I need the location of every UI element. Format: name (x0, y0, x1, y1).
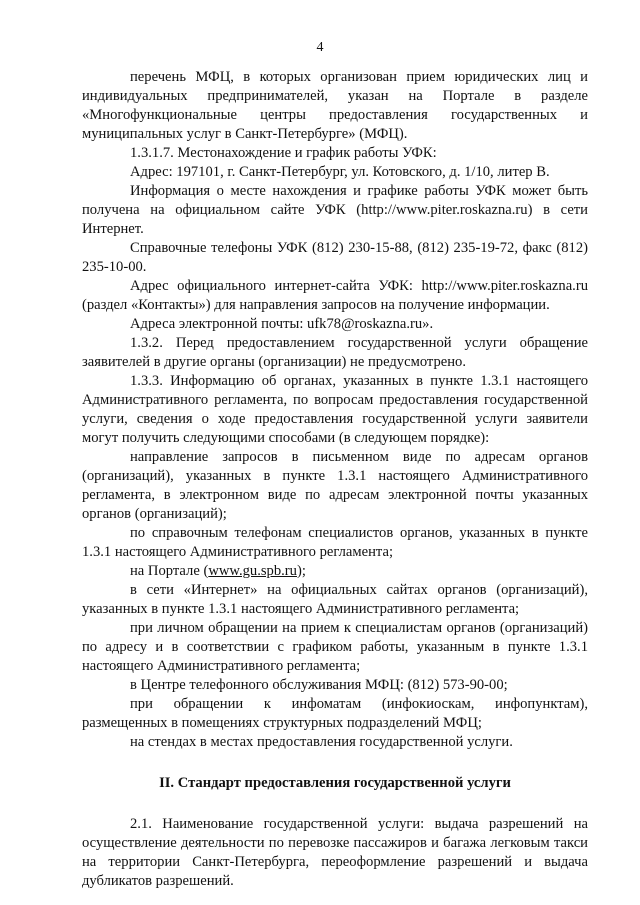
paragraph-stands: на стендах в местах предоставления государственной услуги. (130, 734, 513, 750)
paragraph-2-1: 2.1. Наименование государственной услуги: выдача разрешений на осуществление деятельности по перевозке пассажиров и багажа легковым такси на территории Санкт-Петербурга, переоформление разрешений и выдача дубликатов разрешений. (82, 816, 588, 889)
portal-link[interactable]: www.gu.spb.ru (208, 563, 297, 579)
paragraph-mfc-list: перечень МФЦ, в которых организован прием юридических лиц и индивидуальных предпринимателей, указан на Портале в разделе «Многофункциональные центры предоставления государственных и муниципальных услуг в Санкт-Петербурге» (МФЦ). (82, 69, 588, 142)
section-heading: II. Стандарт предоставления государственной услуги (159, 775, 511, 791)
paragraph-personal-visit: при личном обращении на прием к специалистам органов (организаций) по адресу и в соответствии с графиком работы, указанным в пункте 1.3.1 настоящего Административного регламента; (82, 620, 588, 674)
portal-prefix: на Портале ( (130, 563, 209, 579)
paragraph-portal (82, 562, 588, 581)
portal-suffix: ); (296, 563, 306, 579)
paragraph-ufk-address: Адрес: 197101, г. Санкт-Петербург, ул. Котовского, д. 1/10, литер В. (130, 164, 550, 180)
paragraph-1-3-3: 1.3.3. Информацию об органах, указанных в пункте 1.3.1 настоящего Административного регламента, по вопросам предоставления государственной услуги, сведения о ходе предоставления государственной услуги заявители могут получить следующими способами (в следующем порядке): (82, 373, 588, 446)
document-body (82, 68, 588, 891)
paragraph-1-3-2: 1.3.2. Перед предоставлением государственной услуги обращение заявителей в другие органы (организации) не предусмотрено. (82, 335, 588, 370)
paragraph-call-center: в Центре телефонного обслуживания МФЦ: (812) 573-90-00; (130, 677, 508, 693)
page-number: 4 (316, 40, 324, 55)
spacer (82, 793, 588, 815)
paragraph-ufk-site: Адрес официального интернет-сайта УФК: http://www.piter.roskazna.ru (раздел «Контакты») для направления запросов на получение информации. (82, 278, 588, 313)
paragraph-ufk-email: Адреса электронной почты: ufk78@roskazna.ru». (130, 316, 434, 332)
spacer (82, 752, 588, 774)
paragraph-ufk-phones: Справочные телефоны УФК (812) 230-15-88, (812) 235-19-72, факс (812) 235-10-00. (82, 240, 588, 275)
paragraph-internet-sites: в сети «Интернет» на официальных сайтах органов (организаций), указанных в пункте 1.3.1 настоящего Административного регламента; (82, 582, 588, 617)
paragraph-written-requests: направление запросов в письменном виде по адресам органов (организаций), указанных в пункте 1.3.1 настоящего Административного регламента, в электронном виде по адресам электронной почты указанных органов (организаций); (82, 449, 588, 522)
paragraph-ufk-info: Информация о месте нахождения и графике работы УФК может быть получена на официальном сайте УФК (http://www.piter.roskazna.ru) в сети Интернет. (82, 183, 588, 237)
paragraph-infomats: при обращении к инфоматам (инфокиоскам, инфопунктам), размещенных в помещениях структурных подразделений МФЦ; (82, 696, 588, 731)
paragraph-phone-specialists: по справочным телефонам специалистов органов, указанных в пункте 1.3.1 настоящего Административного регламента; (82, 525, 588, 560)
paragraph-ufk-location-heading: 1.3.1.7. Местонахождение и график работы УФК: (130, 145, 437, 161)
